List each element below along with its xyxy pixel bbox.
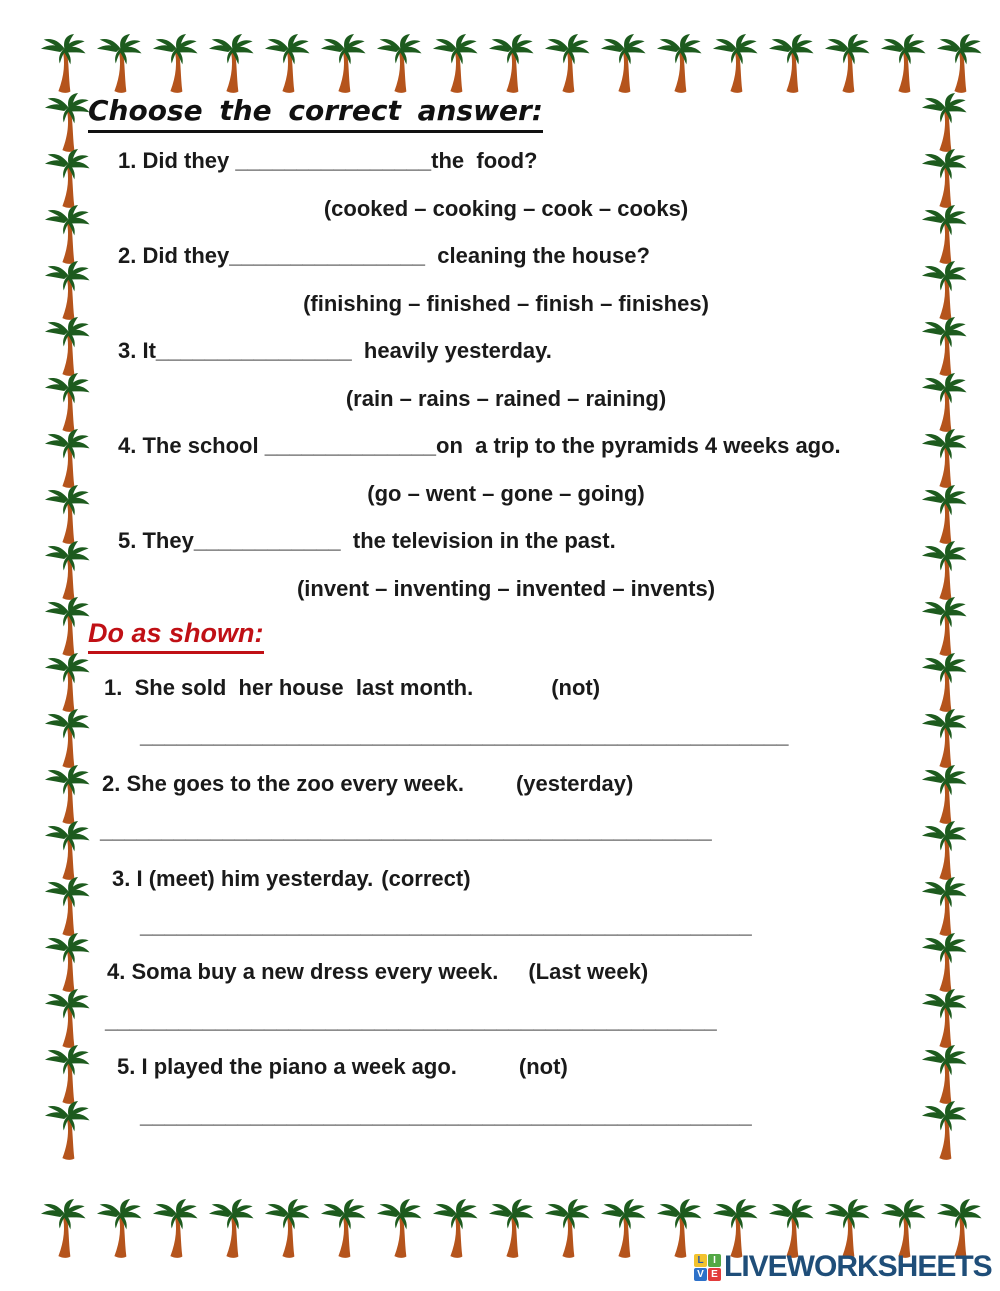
palm-tree-icon [40, 33, 86, 94]
answer-line-4[interactable]: __________________________________________________ [105, 1008, 717, 1033]
question-5 [118, 528, 616, 554]
palm-tree-icon [921, 148, 967, 209]
question-2-number: 2. [118, 243, 137, 268]
task-3-hint: (correct) [381, 866, 471, 891]
palm-tree-icon [44, 652, 90, 713]
palm-tree-icon [208, 1198, 254, 1259]
palm-tree-icon [432, 1198, 478, 1259]
logo-letter-v: V [694, 1268, 707, 1281]
palm-tree-icon [152, 1198, 198, 1259]
question-3-text: It________________ heavily yesterday. [142, 338, 552, 363]
question-4-options: (go – went – gone – going) [367, 481, 645, 506]
question-2 [118, 243, 650, 269]
section2-title: Do as shown: [88, 618, 264, 654]
question-1 [118, 148, 537, 174]
palm-tree-icon [44, 820, 90, 881]
question-5-options: (invent – inventing – invented – invents) [296, 576, 716, 601]
palm-tree-icon [921, 428, 967, 489]
palm-tree-icon [880, 33, 926, 94]
task-4-text: Soma buy a new dress every week. [131, 959, 499, 984]
question-1-options: (cooked – cooking – cook – cooks) [323, 196, 689, 221]
task-2-hint: (yesterday) [515, 771, 634, 796]
palm-tree-icon [544, 33, 590, 94]
answer-line-2[interactable]: __________________________________________________ [100, 818, 712, 843]
palm-tree-icon [264, 33, 310, 94]
task-1 [104, 675, 600, 701]
palm-tree-icon [96, 33, 142, 94]
palm-tree-icon [921, 260, 967, 321]
liveworksheets-logo[interactable] [694, 1250, 992, 1284]
palm-tree-icon [44, 484, 90, 545]
task-4-number: 4. [107, 959, 126, 984]
palm-tree-icon [921, 92, 967, 153]
palm-tree-icon [44, 316, 90, 377]
answer-line-1[interactable]: _____________________________________________________ [140, 723, 789, 748]
palm-tree-icon [921, 372, 967, 433]
palm-tree-icon [152, 33, 198, 94]
question-3-number: 3. [118, 338, 137, 363]
question-3-options: (rain – rains – rained – raining) [345, 386, 667, 411]
palm-tree-icon [44, 148, 90, 209]
question-4-number: 4. [118, 433, 137, 458]
task-2 [102, 771, 633, 797]
palm-tree-icon [921, 932, 967, 993]
question-4 [118, 433, 841, 459]
task-2-text: She goes to the zoo every week. [126, 771, 464, 796]
task-3 [112, 866, 471, 892]
palm-tree-icon [712, 33, 758, 94]
palm-tree-icon [320, 33, 366, 94]
palm-tree-icon [44, 92, 90, 153]
logo-letter-e: E [708, 1268, 721, 1281]
palm-tree-icon [921, 204, 967, 265]
liveworksheets-logo-icon [694, 1254, 721, 1281]
palm-tree-icon [44, 1100, 90, 1161]
palm-tree-icon [488, 33, 534, 94]
palm-tree-icon [921, 652, 967, 713]
palm-tree-icon [921, 820, 967, 881]
answer-line-3[interactable]: __________________________________________________ [140, 913, 752, 938]
question-3 [118, 338, 552, 364]
question-4-text: The school ______________on a trip to the pyramids 4 weeks ago. [142, 433, 841, 458]
task-1-hint: (not) [551, 675, 601, 700]
palm-tree-icon [44, 932, 90, 993]
palm-tree-icon [432, 33, 478, 94]
palm-tree-icon [44, 708, 90, 769]
task-1-number: 1. [104, 675, 123, 700]
section1-title: Choose the correct answer: [88, 94, 543, 133]
palm-tree-icon [320, 1198, 366, 1259]
palm-tree-icon [44, 428, 90, 489]
palm-tree-icon [921, 876, 967, 937]
question-2-text: Did they________________ cleaning the house? [142, 243, 650, 268]
task-3-text: I (meet) him yesterday. [136, 866, 374, 891]
palm-tree-icon [44, 204, 90, 265]
answer-line-5[interactable]: __________________________________________________ [140, 1103, 752, 1128]
palm-tree-icon [40, 1198, 86, 1259]
logo-letter-l: L [694, 1254, 707, 1267]
palm-tree-icon [44, 876, 90, 937]
palm-tree-icon [376, 1198, 422, 1259]
task-5-number: 5. [117, 1054, 136, 1079]
logo-letter-i: I [708, 1254, 721, 1267]
palm-tree-icon [656, 33, 702, 94]
palm-tree-icon [44, 540, 90, 601]
palm-tree-icon [921, 708, 967, 769]
question-1-text: Did they ________________the food? [142, 148, 538, 173]
palm-tree-icon [488, 1198, 534, 1259]
palm-tree-icon [96, 1198, 142, 1259]
task-5 [117, 1054, 568, 1080]
question-1-number: 1. [118, 148, 137, 173]
palm-tree-icon [44, 372, 90, 433]
palm-tree-icon [208, 33, 254, 94]
palm-tree-icon [544, 1198, 590, 1259]
palm-tree-icon [44, 260, 90, 321]
brand-name: LIVEWORKSHEETS [724, 1250, 992, 1283]
task-1-text: She sold her house last month. [128, 675, 474, 700]
palm-tree-icon [600, 1198, 646, 1259]
palm-tree-icon [921, 596, 967, 657]
palm-tree-icon [921, 1044, 967, 1105]
palm-tree-icon [44, 764, 90, 825]
palm-tree-icon [921, 764, 967, 825]
task-3-number: 3. [112, 866, 131, 891]
question-5-text: They____________ the television in the past. [142, 528, 616, 553]
task-5-hint: (not) [518, 1054, 568, 1079]
palm-tree-icon [44, 1044, 90, 1105]
palm-tree-icon [936, 33, 982, 94]
palm-tree-icon [376, 33, 422, 94]
palm-tree-icon [921, 316, 967, 377]
palm-tree-icon [921, 484, 967, 545]
palm-tree-icon [44, 596, 90, 657]
task-4-hint: (Last week) [528, 959, 649, 984]
palm-tree-icon [921, 988, 967, 1049]
question-5-number: 5. [118, 528, 137, 553]
palm-tree-icon [600, 33, 646, 94]
palm-tree-icon [921, 540, 967, 601]
palm-tree-icon [264, 1198, 310, 1259]
palm-tree-icon [921, 1100, 967, 1161]
palm-tree-icon [768, 33, 814, 94]
question-2-options: (finishing – finished – finish – finishes) [303, 291, 709, 316]
task-4 [107, 959, 648, 985]
palm-tree-icon [824, 33, 870, 94]
task-2-number: 2. [102, 771, 121, 796]
palm-tree-icon [44, 988, 90, 1049]
task-5-text: I played the piano a week ago. [141, 1054, 457, 1079]
